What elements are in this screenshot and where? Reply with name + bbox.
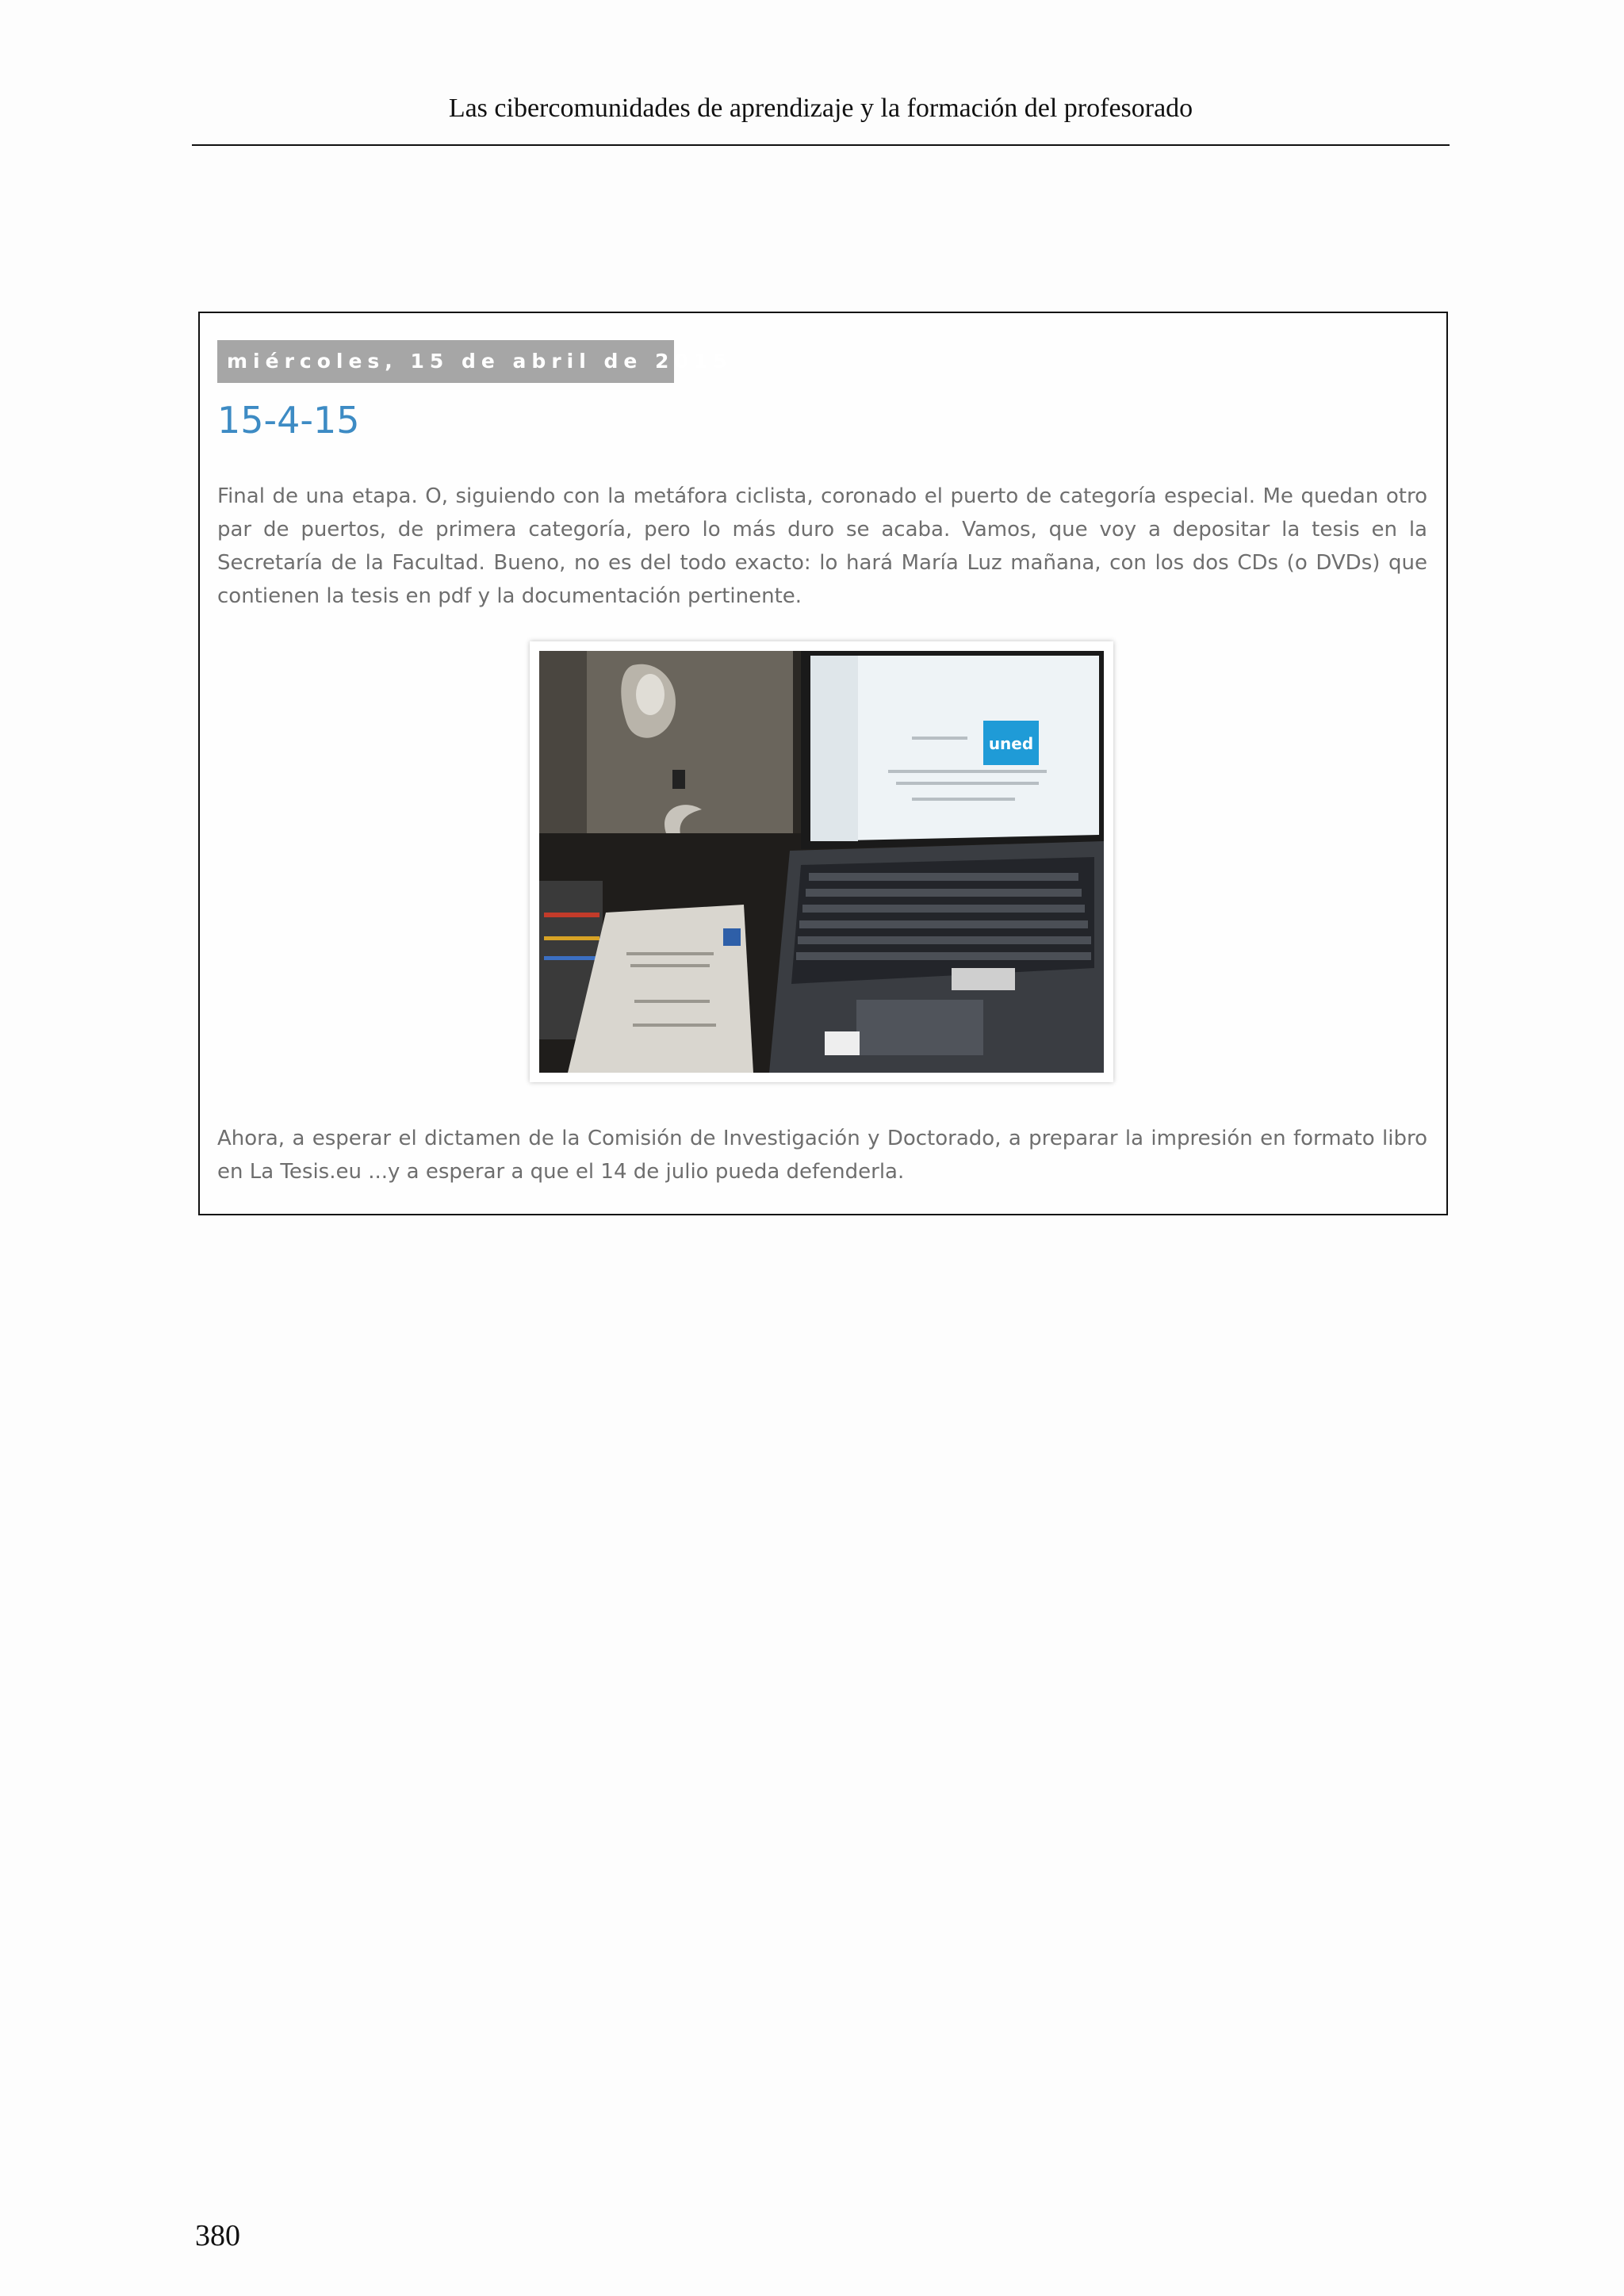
- header-rule: [192, 144, 1450, 146]
- la-tesis-link[interactable]: La Tesis.eu: [249, 1160, 362, 1184]
- post-title[interactable]: 15-4-15: [217, 399, 360, 442]
- running-header: Las cibercomunidades de aprendizaje y la formación del profesorado: [448, 94, 1193, 123]
- paragraph-2-text-end: ...y a esperar a que el 14 de julio pueda defenderla.: [361, 1160, 905, 1184]
- post-date-badge: miércoles, 15 de abril de 2015: [217, 340, 674, 383]
- desk-laptop-photo: [539, 651, 1104, 1073]
- page-number: 380: [195, 2219, 240, 2252]
- post-paragraph-1: Final de una etapa. O, siguiendo con la metáfora ciclista, coronado el puerto de categoría especial. Me quedan otro par de puertos, de primera categoría, pero lo más duro se acaba. Vamos, que voy a depositar la tesis en la Secretaría de la Facultad. Bueno, no es del todo exacto: lo hará María Luz mañana, con los dos CDs (o DVDs) que contienen la tesis en pdf y la documentación pertinente.: [217, 484, 1427, 608]
- uned-logo: uned: [988, 734, 1034, 753]
- blog-post-screenshot: [198, 312, 1448, 1215]
- post-paragraph-2: [217, 1122, 1427, 1188]
- post-photo[interactable]: [530, 641, 1113, 1082]
- paragraph-2-text-start: Ahora, a esperar el dictamen de la Comisión de Investigación y Doctorado, a preparar la impresión en formato libro en: [217, 1127, 1427, 1184]
